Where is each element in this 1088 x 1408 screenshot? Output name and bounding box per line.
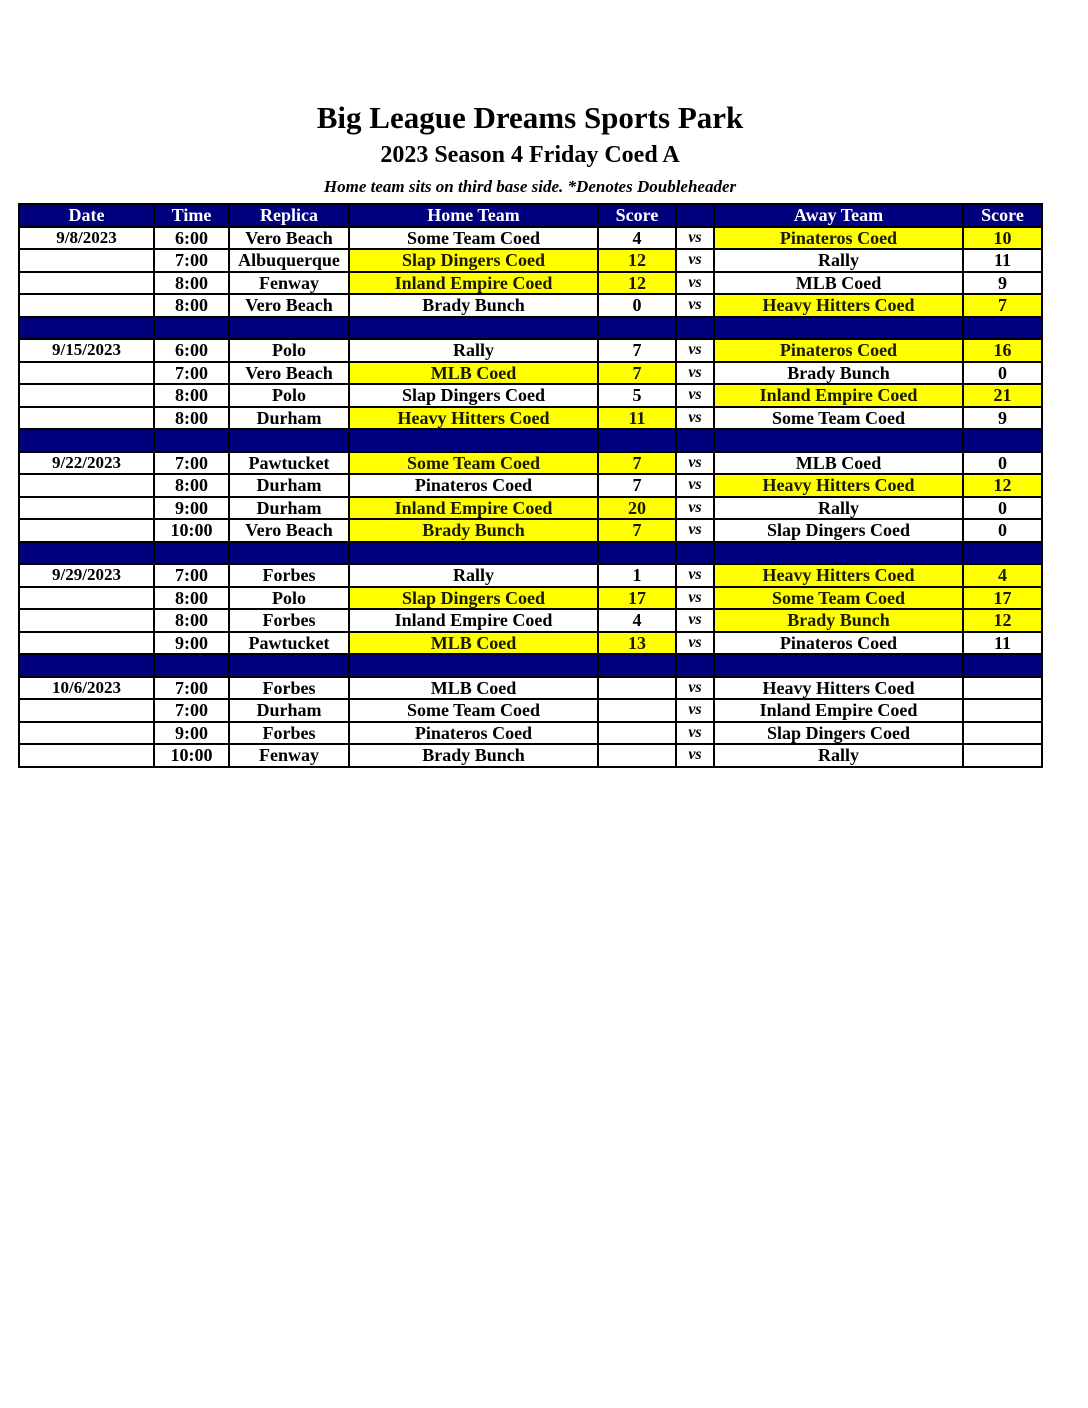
- separator-cell: [598, 317, 676, 340]
- game-row: [19, 587, 1042, 610]
- date-cell: [19, 587, 154, 610]
- header-home-team: Home Team: [349, 204, 598, 227]
- home-team-cell: MLB Coed: [349, 362, 598, 385]
- separator-cell: [714, 429, 963, 452]
- game-row: [19, 272, 1042, 295]
- away-team-cell: Pinateros Coed: [714, 632, 963, 655]
- home-score-cell: 20: [598, 497, 676, 520]
- page-title: Big League Dreams Sports Park: [316, 100, 744, 135]
- vs-cell: vs: [676, 632, 714, 655]
- date-cell: [19, 497, 154, 520]
- home-team-cell: Slap Dingers Coed: [349, 587, 598, 610]
- home-score-cell: [598, 677, 676, 700]
- home-team-cell: Inland Empire Coed: [349, 497, 598, 520]
- date-cell: [19, 519, 154, 542]
- separator-cell: [19, 317, 154, 340]
- time-cell: 7:00: [154, 564, 229, 587]
- replica-cell: Forbes: [229, 677, 349, 700]
- away-team-cell: Rally: [714, 497, 963, 520]
- away-team-cell: Slap Dingers Coed: [714, 722, 963, 745]
- away-team-cell: Some Team Coed: [714, 407, 963, 430]
- home-team-cell: Some Team Coed: [349, 452, 598, 475]
- home-score-cell: 7: [598, 519, 676, 542]
- home-score-cell: [598, 722, 676, 745]
- game-row: [19, 339, 1042, 362]
- game-row: [19, 452, 1042, 475]
- date-cell: 9/8/2023: [19, 227, 154, 250]
- home-score-cell: 17: [598, 587, 676, 610]
- replica-cell: Pawtucket: [229, 632, 349, 655]
- vs-cell: vs: [676, 407, 714, 430]
- home-team-cell: Brady Bunch: [349, 744, 598, 767]
- replica-cell: Pawtucket: [229, 452, 349, 475]
- vs-cell: vs: [676, 452, 714, 475]
- away-score-cell: 7: [963, 294, 1042, 317]
- home-team-cell: Rally: [349, 564, 598, 587]
- replica-cell: Vero Beach: [229, 227, 349, 250]
- vs-cell: vs: [676, 362, 714, 385]
- separator-cell: [714, 542, 963, 565]
- home-team-cell: Inland Empire Coed: [349, 272, 598, 295]
- separator-cell: [714, 317, 963, 340]
- home-team-cell: Inland Empire Coed: [349, 609, 598, 632]
- home-score-cell: 11: [598, 407, 676, 430]
- header-home-score: Score: [598, 204, 676, 227]
- home-score-cell: 4: [598, 227, 676, 250]
- home-team-cell: Brady Bunch: [349, 519, 598, 542]
- time-cell: 10:00: [154, 744, 229, 767]
- date-cell: [19, 294, 154, 317]
- away-score-cell: 11: [963, 249, 1042, 272]
- time-cell: 8:00: [154, 587, 229, 610]
- separator-cell: [229, 542, 349, 565]
- replica-cell: Durham: [229, 497, 349, 520]
- home-score-cell: 1: [598, 564, 676, 587]
- separator-cell: [676, 654, 714, 677]
- header-vs: [676, 204, 714, 227]
- away-score-cell: 9: [963, 407, 1042, 430]
- away-team-cell: Brady Bunch: [714, 609, 963, 632]
- time-cell: 8:00: [154, 384, 229, 407]
- game-row: [19, 474, 1042, 497]
- game-row: [19, 294, 1042, 317]
- home-team-cell: Some Team Coed: [349, 227, 598, 250]
- separator-cell: [963, 429, 1042, 452]
- vs-cell: vs: [676, 272, 714, 295]
- game-row: [19, 632, 1042, 655]
- game-row: [19, 227, 1042, 250]
- game-row: [19, 384, 1042, 407]
- home-team-cell: Pinateros Coed: [349, 474, 598, 497]
- separator-cell: [229, 429, 349, 452]
- date-cell: [19, 609, 154, 632]
- time-cell: 7:00: [154, 249, 229, 272]
- home-team-cell: Slap Dingers Coed: [349, 249, 598, 272]
- page-subtitle: 2023 Season 4 Friday Coed A: [380, 142, 680, 168]
- separator-cell: [349, 654, 598, 677]
- time-cell: 6:00: [154, 227, 229, 250]
- away-score-cell: 21: [963, 384, 1042, 407]
- away-score-cell: 0: [963, 497, 1042, 520]
- vs-cell: vs: [676, 587, 714, 610]
- time-cell: 8:00: [154, 474, 229, 497]
- home-score-cell: 7: [598, 474, 676, 497]
- away-score-cell: 0: [963, 452, 1042, 475]
- time-cell: 8:00: [154, 272, 229, 295]
- vs-cell: vs: [676, 519, 714, 542]
- replica-cell: Polo: [229, 339, 349, 362]
- away-team-cell: Heavy Hitters Coed: [714, 564, 963, 587]
- away-score-cell: [963, 699, 1042, 722]
- time-cell: 9:00: [154, 497, 229, 520]
- replica-cell: Polo: [229, 587, 349, 610]
- separator-cell: [598, 429, 676, 452]
- game-row: [19, 564, 1042, 587]
- game-row: [19, 699, 1042, 722]
- date-cell: [19, 384, 154, 407]
- header-away-score: Score: [963, 204, 1042, 227]
- time-cell: 8:00: [154, 407, 229, 430]
- separator-cell: [676, 317, 714, 340]
- separator-cell: [349, 542, 598, 565]
- away-team-cell: Inland Empire Coed: [714, 699, 963, 722]
- separator-cell: [714, 654, 963, 677]
- home-score-cell: 4: [598, 609, 676, 632]
- separator-cell: [154, 317, 229, 340]
- away-score-cell: 9: [963, 272, 1042, 295]
- away-team-cell: Pinateros Coed: [714, 339, 963, 362]
- game-row: [19, 677, 1042, 700]
- away-score-cell: 4: [963, 564, 1042, 587]
- game-row: [19, 249, 1042, 272]
- away-team-cell: MLB Coed: [714, 452, 963, 475]
- date-cell: [19, 407, 154, 430]
- header-away-team: Away Team: [714, 204, 963, 227]
- separator-cell: [229, 317, 349, 340]
- away-team-cell: Slap Dingers Coed: [714, 519, 963, 542]
- separator-row: [19, 429, 1042, 452]
- vs-cell: vs: [676, 339, 714, 362]
- date-cell: 10/6/2023: [19, 677, 154, 700]
- time-cell: 7:00: [154, 362, 229, 385]
- replica-cell: Fenway: [229, 272, 349, 295]
- game-row: [19, 744, 1042, 767]
- home-score-cell: 12: [598, 249, 676, 272]
- separator-cell: [154, 654, 229, 677]
- home-score-cell: 5: [598, 384, 676, 407]
- replica-cell: Forbes: [229, 609, 349, 632]
- separator-cell: [19, 654, 154, 677]
- game-row: [19, 407, 1042, 430]
- home-score-cell: [598, 744, 676, 767]
- date-cell: [19, 699, 154, 722]
- time-cell: 7:00: [154, 677, 229, 700]
- date-cell: [19, 272, 154, 295]
- away-team-cell: Heavy Hitters Coed: [714, 474, 963, 497]
- home-score-cell: 7: [598, 452, 676, 475]
- vs-cell: vs: [676, 609, 714, 632]
- away-score-cell: 0: [963, 519, 1042, 542]
- time-cell: 8:00: [154, 294, 229, 317]
- replica-cell: Polo: [229, 384, 349, 407]
- vs-cell: vs: [676, 294, 714, 317]
- home-team-cell: Slap Dingers Coed: [349, 384, 598, 407]
- vs-cell: vs: [676, 564, 714, 587]
- separator-cell: [963, 654, 1042, 677]
- separator-cell: [598, 654, 676, 677]
- date-cell: [19, 249, 154, 272]
- header-time: Time: [154, 204, 229, 227]
- schedule-note: Home team sits on third base side. *Denotes Doubleheader: [323, 177, 737, 196]
- game-row: [19, 722, 1042, 745]
- away-score-cell: 11: [963, 632, 1042, 655]
- away-score-cell: [963, 677, 1042, 700]
- schedule-table: [18, 203, 1043, 768]
- date-cell: [19, 362, 154, 385]
- replica-cell: Fenway: [229, 744, 349, 767]
- header-replica: Replica: [229, 204, 349, 227]
- vs-cell: vs: [676, 474, 714, 497]
- separator-cell: [598, 542, 676, 565]
- time-cell: 6:00: [154, 339, 229, 362]
- date-cell: [19, 744, 154, 767]
- game-row: [19, 497, 1042, 520]
- replica-cell: Vero Beach: [229, 519, 349, 542]
- separator-cell: [963, 542, 1042, 565]
- time-cell: 9:00: [154, 722, 229, 745]
- away-team-cell: Rally: [714, 249, 963, 272]
- away-team-cell: MLB Coed: [714, 272, 963, 295]
- separator-cell: [19, 429, 154, 452]
- home-score-cell: 7: [598, 339, 676, 362]
- vs-cell: vs: [676, 744, 714, 767]
- replica-cell: Vero Beach: [229, 362, 349, 385]
- away-team-cell: Pinateros Coed: [714, 227, 963, 250]
- away-score-cell: [963, 722, 1042, 745]
- away-score-cell: 10: [963, 227, 1042, 250]
- time-cell: 9:00: [154, 632, 229, 655]
- away-team-cell: Some Team Coed: [714, 587, 963, 610]
- vs-cell: vs: [676, 227, 714, 250]
- home-score-cell: 13: [598, 632, 676, 655]
- time-cell: 8:00: [154, 609, 229, 632]
- replica-cell: Durham: [229, 699, 349, 722]
- home-score-cell: 0: [598, 294, 676, 317]
- vs-cell: vs: [676, 677, 714, 700]
- game-row: [19, 609, 1042, 632]
- home-score-cell: [598, 699, 676, 722]
- separator-cell: [676, 542, 714, 565]
- vs-cell: vs: [676, 722, 714, 745]
- date-cell: 9/29/2023: [19, 564, 154, 587]
- away-team-cell: Inland Empire Coed: [714, 384, 963, 407]
- replica-cell: Albuquerque: [229, 249, 349, 272]
- separator-cell: [963, 317, 1042, 340]
- time-cell: 7:00: [154, 699, 229, 722]
- separator-row: [19, 654, 1042, 677]
- replica-cell: Durham: [229, 407, 349, 430]
- replica-cell: Forbes: [229, 564, 349, 587]
- replica-cell: Durham: [229, 474, 349, 497]
- separator-cell: [229, 654, 349, 677]
- away-team-cell: Rally: [714, 744, 963, 767]
- away-team-cell: Heavy Hitters Coed: [714, 294, 963, 317]
- home-team-cell: Heavy Hitters Coed: [349, 407, 598, 430]
- game-row: [19, 519, 1042, 542]
- separator-cell: [349, 429, 598, 452]
- date-cell: [19, 632, 154, 655]
- separator-cell: [349, 317, 598, 340]
- date-cell: 9/22/2023: [19, 452, 154, 475]
- date-cell: 9/15/2023: [19, 339, 154, 362]
- vs-cell: vs: [676, 249, 714, 272]
- date-cell: [19, 474, 154, 497]
- away-score-cell: [963, 744, 1042, 767]
- header-date: Date: [19, 204, 154, 227]
- away-score-cell: 17: [963, 587, 1042, 610]
- away-score-cell: 12: [963, 609, 1042, 632]
- away-score-cell: 0: [963, 362, 1042, 385]
- home-team-cell: Some Team Coed: [349, 699, 598, 722]
- separator-row: [19, 542, 1042, 565]
- vs-cell: vs: [676, 699, 714, 722]
- header-row: [19, 204, 1042, 227]
- away-score-cell: 12: [963, 474, 1042, 497]
- home-team-cell: Rally: [349, 339, 598, 362]
- date-cell: [19, 722, 154, 745]
- home-team-cell: MLB Coed: [349, 677, 598, 700]
- game-row: [19, 362, 1042, 385]
- time-cell: 7:00: [154, 452, 229, 475]
- separator-row: [19, 317, 1042, 340]
- away-score-cell: 16: [963, 339, 1042, 362]
- vs-cell: vs: [676, 384, 714, 407]
- separator-cell: [676, 429, 714, 452]
- separator-cell: [154, 542, 229, 565]
- away-team-cell: Heavy Hitters Coed: [714, 677, 963, 700]
- home-team-cell: Brady Bunch: [349, 294, 598, 317]
- home-team-cell: MLB Coed: [349, 632, 598, 655]
- vs-cell: vs: [676, 497, 714, 520]
- replica-cell: Forbes: [229, 722, 349, 745]
- home-score-cell: 7: [598, 362, 676, 385]
- replica-cell: Vero Beach: [229, 294, 349, 317]
- separator-cell: [154, 429, 229, 452]
- separator-cell: [19, 542, 154, 565]
- home-score-cell: 12: [598, 272, 676, 295]
- time-cell: 10:00: [154, 519, 229, 542]
- away-team-cell: Brady Bunch: [714, 362, 963, 385]
- home-team-cell: Pinateros Coed: [349, 722, 598, 745]
